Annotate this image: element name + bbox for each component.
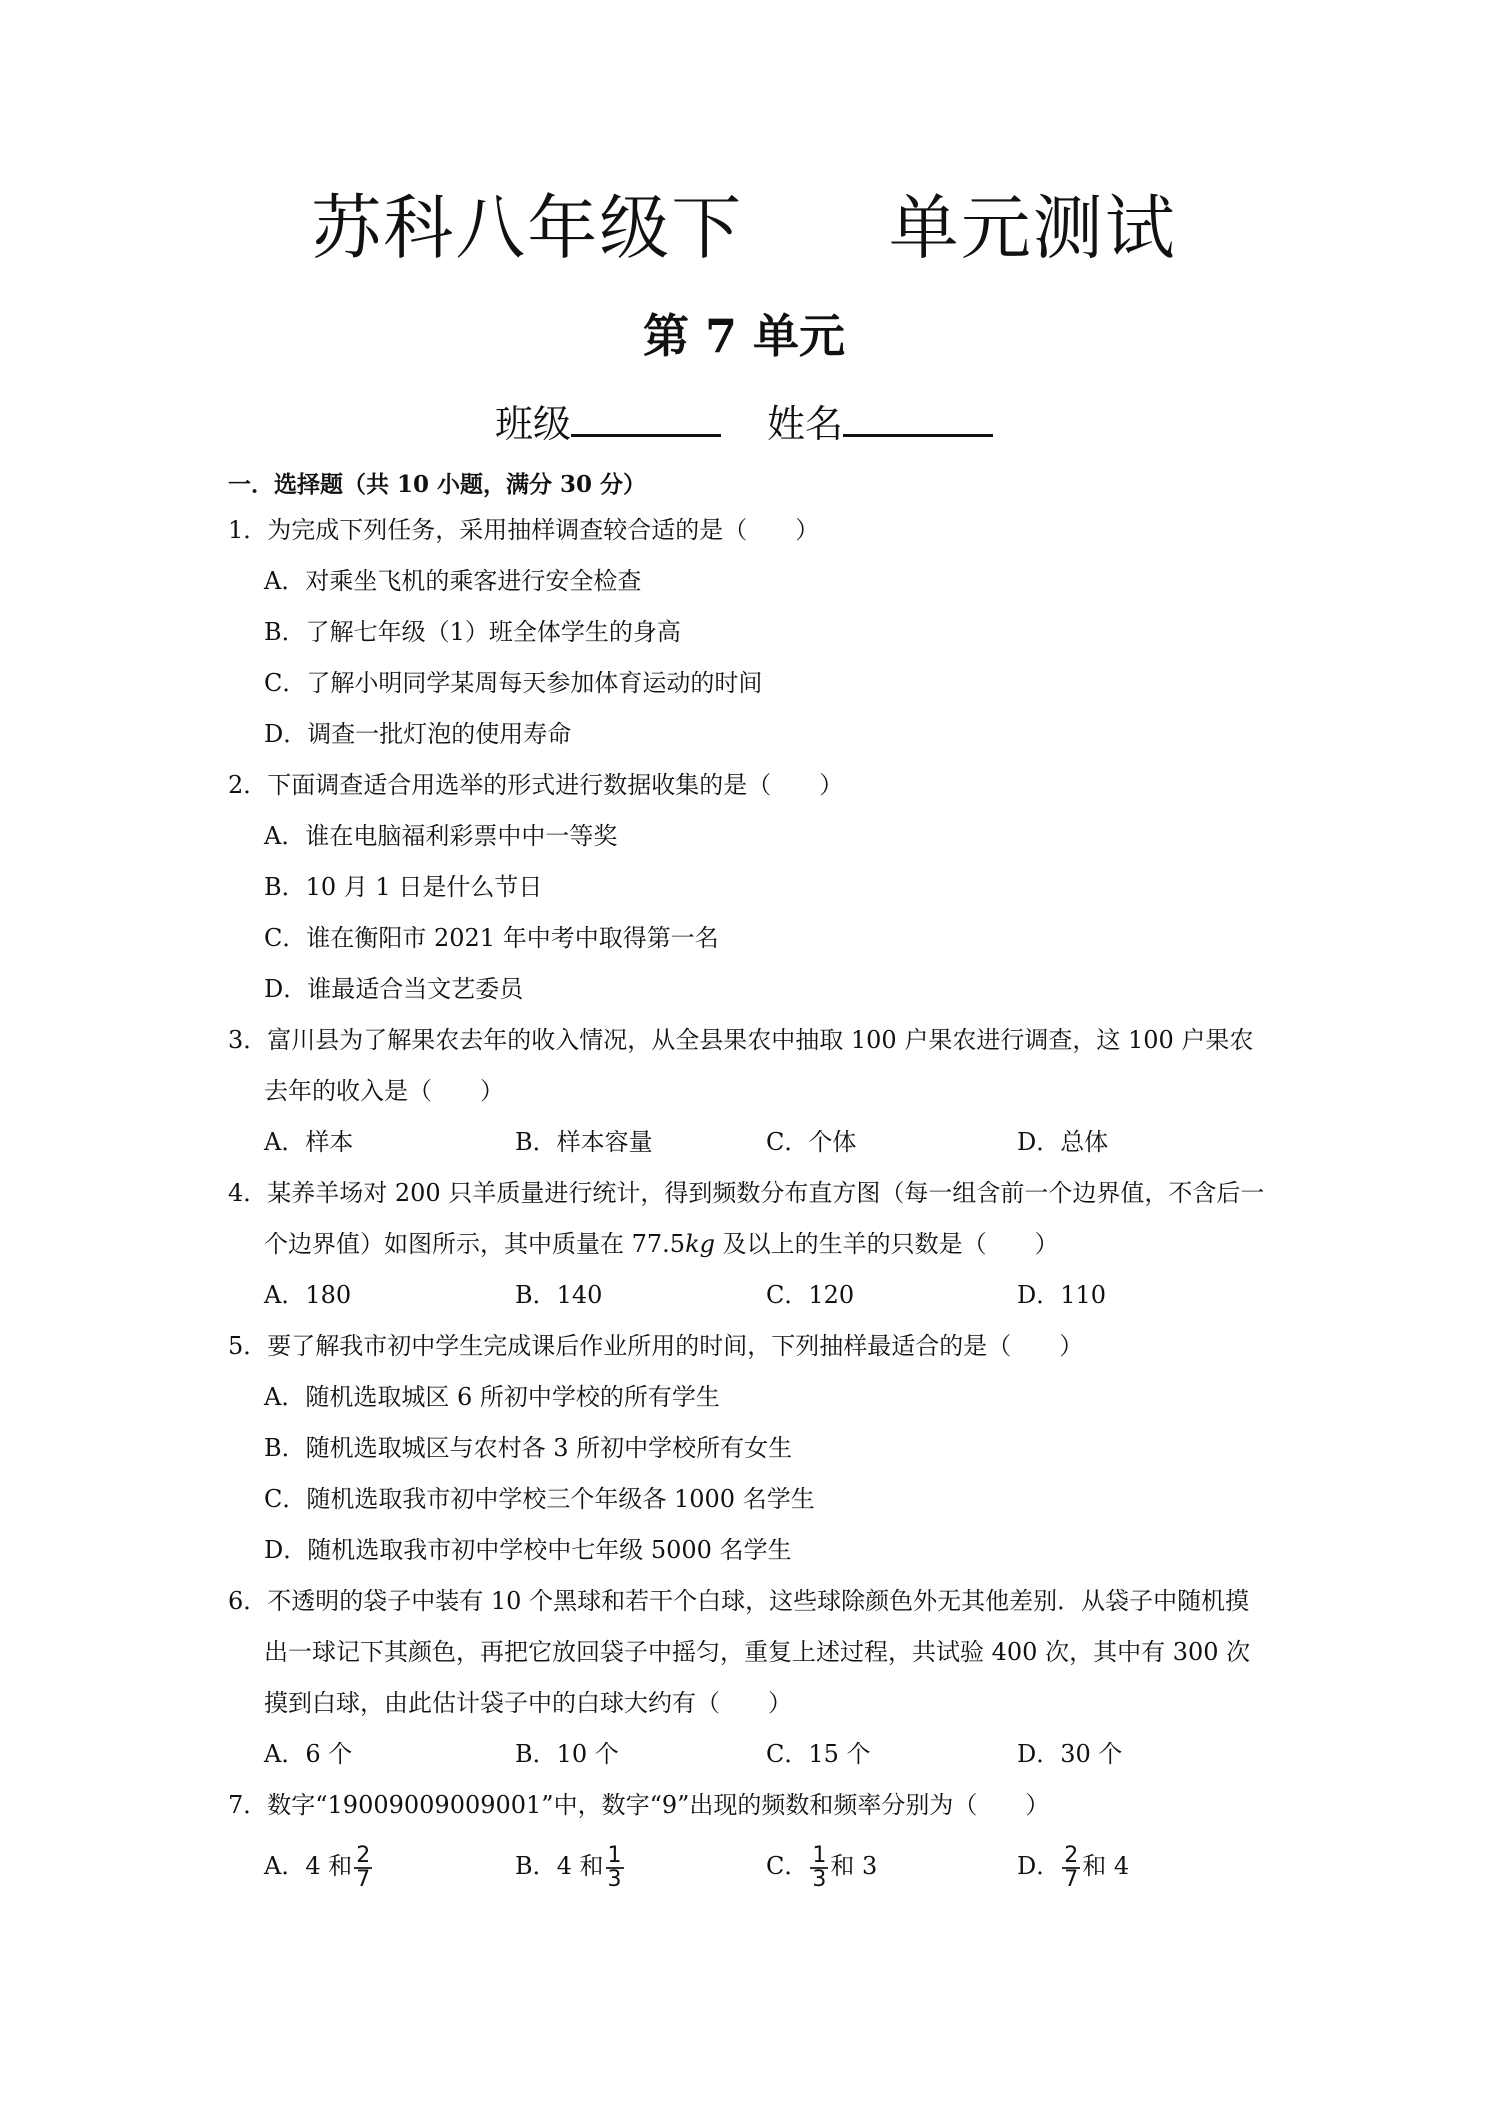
option-d: D．随机选取我市初中学校中七年级 5000 名学生 — [264, 1536, 792, 1564]
option-text-pre: 4 和 — [305, 1852, 353, 1880]
option-d: D．调查一批灯泡的使用寿命 — [264, 720, 572, 748]
question-2 — [228, 760, 1268, 1015]
fraction-numerator: 1 — [607, 1842, 622, 1868]
option-a: A．谁在电脑福利彩票中中一等奖 — [264, 822, 618, 850]
option-d: D．110 — [1017, 1281, 1107, 1309]
option-text-post: 和 4 — [1082, 1852, 1130, 1880]
page-title: 苏科八年级下 单元测试 — [311, 187, 1177, 269]
fraction-denominator: 3 — [812, 1866, 827, 1892]
student-info-bar — [0, 396, 1488, 449]
option-b: B．随机选取城区与农村各 3 所初中学校所有女生 — [264, 1434, 793, 1462]
class-blank[interactable] — [571, 396, 721, 437]
option-text-pre: 4 和 — [556, 1852, 604, 1880]
option-row — [228, 1831, 1268, 1901]
fraction — [606, 1842, 624, 1892]
option-text-post: 和 3 — [830, 1852, 878, 1880]
option-d — [1017, 1831, 1268, 1901]
stem-part-a: 4．某养羊场对 200 只羊质量进行统计，得到频数分布直方图（每一组含前一个边界值，不含后一个边界值）如图所示，其中质量在 77.5 — [228, 1179, 1265, 1258]
option-c: C．个体 — [766, 1128, 857, 1156]
option-b: B．了解七年级（1）班全体学生的身高 — [264, 618, 681, 646]
option-a: A．6 个 — [264, 1740, 353, 1768]
option-c: C．谁在衡阳市 2021 年中考中取得第一名 — [264, 924, 719, 952]
option-c: C．120 — [766, 1281, 855, 1309]
option-b: B．样本容量 — [515, 1128, 653, 1156]
fraction — [810, 1842, 828, 1892]
fraction — [354, 1842, 372, 1892]
section-heading: 一．选择题（共 10 小题，满分 30 分） — [228, 471, 647, 498]
option-letter: B． — [515, 1852, 557, 1880]
question-5 — [228, 1321, 1268, 1576]
fraction-denominator: 3 — [607, 1866, 622, 1892]
option-b: B．10 个 — [515, 1740, 619, 1768]
option-c: C．了解小明同学某周每天参加体育运动的时间 — [264, 669, 763, 697]
question-stem: 6．不透明的袋子中装有 10 个黑球和若干个白球，这些球除颜色外无其他差别．从袋子中随机摸出一球记下其颜色，再把它放回袋子中摇匀，重复上述过程，共试验 400 次，其中有 300 次摸到白球，由此估计袋子中的白球大约有（ ） — [228, 1587, 1251, 1717]
option-a: A．180 — [264, 1281, 352, 1309]
option-d: D．谁最适合当文艺委员 — [264, 975, 524, 1003]
option-a: A．样本 — [264, 1128, 354, 1156]
question-7 — [228, 1780, 1268, 1901]
question-stem: 7．数字“19009009009001”中，数字“9”出现的频数和频率分别为（ ） — [228, 1791, 1050, 1819]
option-b: B．10 月 1 日是什么节日 — [264, 873, 543, 901]
option-a — [264, 1831, 515, 1901]
fraction-denominator: 7 — [356, 1866, 371, 1892]
question-stem: 3．富川县为了解果农去年的收入情况，从全县果农中抽取 100 户果农进行调查，这 100 户果农去年的收入是（ ） — [228, 1026, 1254, 1105]
name-blank[interactable] — [843, 396, 993, 437]
question-3 — [228, 1015, 1268, 1168]
fraction-numerator: 2 — [1064, 1842, 1079, 1868]
fraction-denominator: 7 — [1064, 1866, 1079, 1892]
question-stem: 2．下面调查适合用选举的形式进行数据收集的是（ ） — [228, 771, 844, 799]
question-1 — [228, 505, 1268, 760]
option-c — [766, 1831, 1017, 1901]
question-stem — [228, 1168, 1268, 1270]
option-b — [515, 1831, 766, 1901]
option-c: C．随机选取我市初中学校三个年级各 1000 名学生 — [264, 1485, 815, 1513]
question-stem: 1．为完成下列任务，采用抽样调查较合适的是（ ） — [228, 516, 820, 544]
option-letter: D． — [1017, 1852, 1061, 1880]
unit-kg: kg — [685, 1230, 715, 1258]
question-6 — [228, 1576, 1268, 1780]
option-d: D．30 个 — [1017, 1740, 1123, 1768]
option-b: B．140 — [515, 1281, 603, 1309]
option-letter: A． — [264, 1852, 306, 1880]
option-a: A．对乘坐飞机的乘客进行安全检查 — [264, 567, 642, 595]
option-letter: C． — [766, 1852, 809, 1880]
option-row — [228, 1729, 1268, 1780]
stem-part-b: 及以上的生羊的只数是（ ） — [714, 1230, 1059, 1258]
fraction — [1062, 1842, 1080, 1892]
class-label: 班级 — [494, 402, 571, 446]
option-c: C．15 个 — [766, 1740, 871, 1768]
question-stem: 5．要了解我市初中学生完成课后作业所用的时间，下列抽样最适合的是（ ） — [228, 1332, 1084, 1360]
fraction-numerator: 1 — [812, 1842, 827, 1868]
option-d: D．总体 — [1017, 1128, 1109, 1156]
name-label: 姓名 — [767, 402, 844, 446]
unit-heading: 第 7 单元 — [642, 309, 846, 363]
option-row — [228, 1270, 1268, 1321]
fraction-numerator: 2 — [356, 1842, 371, 1868]
option-a: A．随机选取城区 6 所初中学校的所有学生 — [264, 1383, 720, 1411]
question-4 — [228, 1168, 1268, 1321]
option-row — [228, 1117, 1268, 1168]
